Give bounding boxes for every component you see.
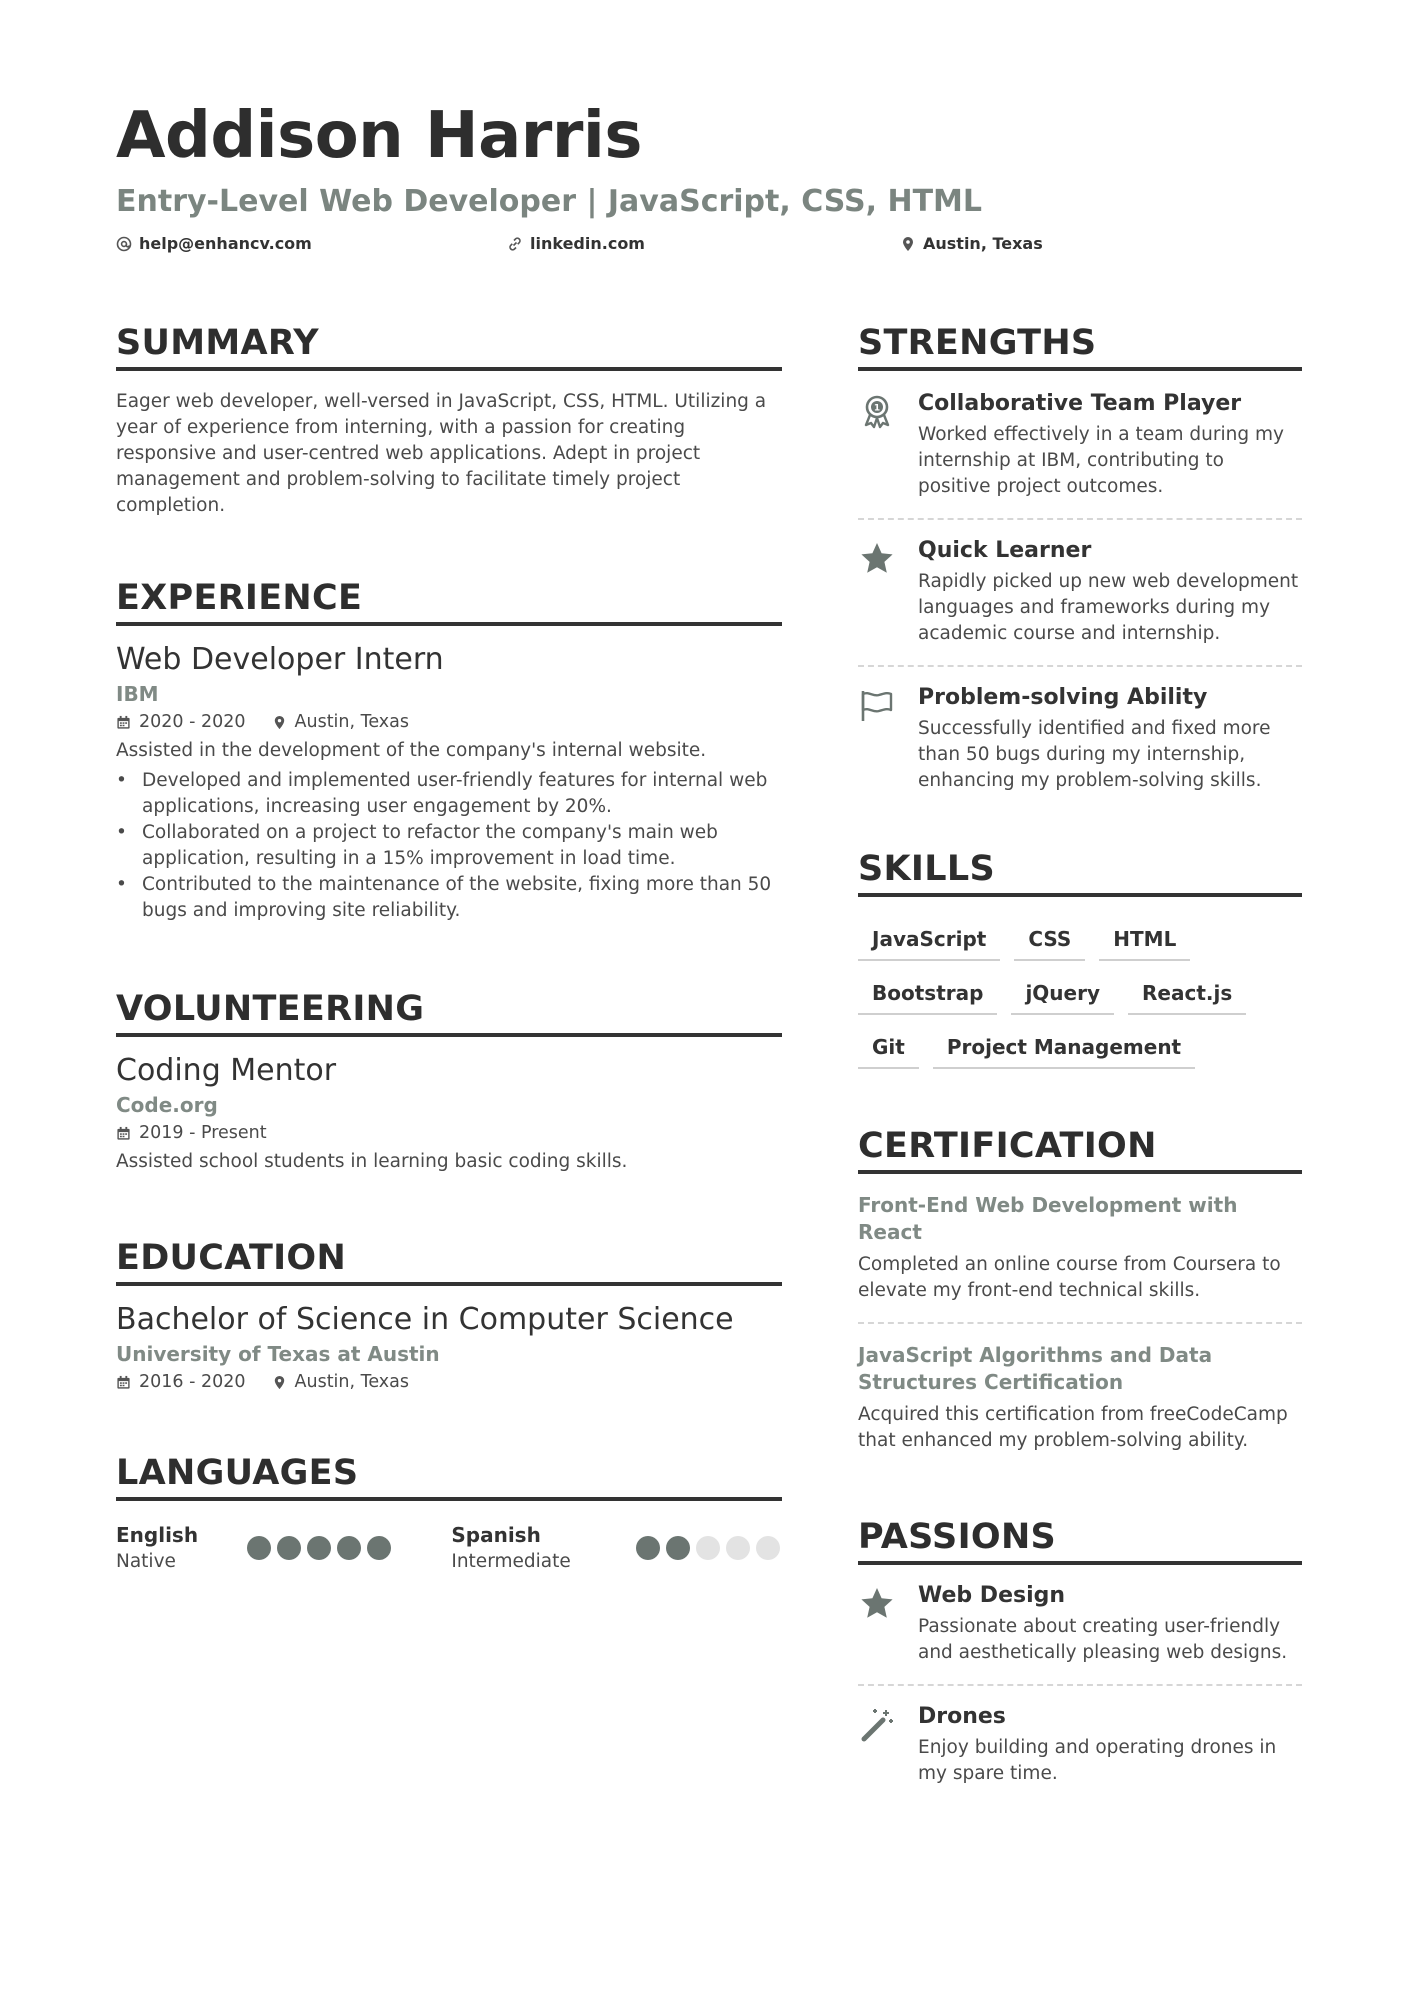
rating-dot-empty [726, 1536, 750, 1560]
skill-tag: CSS [1014, 915, 1085, 961]
at-icon [116, 236, 132, 252]
summary-section [116, 323, 782, 519]
passion-item [858, 1565, 1302, 1686]
languages-list [116, 1523, 782, 1572]
experience-dates [116, 712, 246, 732]
passion-title: Drones [918, 1704, 1006, 1729]
rating-dot-empty [696, 1536, 720, 1560]
education-location [272, 1372, 410, 1392]
volunteering-role: Coding Mentor [116, 1053, 337, 1088]
skill-tag: JavaScript [858, 915, 1000, 961]
certification-section [858, 1126, 1302, 1472]
contact-linkedin[interactable] [507, 234, 645, 253]
volunteering-org: Code.org [116, 1093, 218, 1117]
rating-dot-empty [756, 1536, 780, 1560]
candidate-headline: Entry-Level Web Developer | JavaScript, CSS, HTML [116, 184, 983, 219]
rating-dot-filled [337, 1536, 361, 1560]
flag-icon [858, 687, 896, 725]
certification-desc: Completed an online course from Coursera to elevate my front-end technical skills. [858, 1254, 1281, 1301]
passions-heading: PASSIONS [858, 1520, 1302, 1565]
experience-location-text: Austin, Texas [294, 712, 410, 732]
language-level: Native [116, 1551, 176, 1572]
education-location-text: Austin, Texas [294, 1372, 410, 1392]
volunteering-section [116, 989, 782, 1175]
contact-location-text: Austin, Texas [923, 234, 1043, 253]
strengths-section [858, 323, 1302, 812]
right-column [858, 323, 1302, 1805]
strength-title: Problem-solving Ability [918, 685, 1208, 710]
summary-text: Eager web developer, well-versed in JavaScript, CSS, HTML. Utilizing a year of experience from interning, with a passion for creating responsive and user-centred web applications. Adept in project management and problem-solving to facilitate timely project completion. [116, 391, 767, 516]
list-item: • Contributed to the maintenance of the website, fixing more than 50 bugs and improving site reliability. [116, 872, 782, 924]
rating-dot-filled [307, 1536, 331, 1560]
experience-bullets [116, 768, 782, 924]
language-rating [247, 1536, 391, 1560]
languages-heading: LANGUAGES [116, 1456, 782, 1501]
volunteering-meta [116, 1123, 782, 1143]
map-pin-icon [900, 236, 916, 252]
contact-location [900, 234, 1043, 253]
certification-title: Front-End Web Development with React [858, 1193, 1238, 1244]
rating-dot-filled [666, 1536, 690, 1560]
skills-list [858, 915, 1302, 1077]
education-section [116, 1238, 782, 1392]
rating-dot-filled [277, 1536, 301, 1560]
star-icon [858, 1585, 896, 1623]
experience-company: IBM [116, 682, 159, 706]
skill-tag: Project Management [933, 1023, 1195, 1069]
certification-item [858, 1324, 1302, 1472]
experience-section [116, 578, 782, 924]
map-pin-icon [272, 1375, 287, 1390]
certification-heading: CERTIFICATION [858, 1129, 1302, 1174]
summary-heading: SUMMARY [116, 326, 782, 371]
calendar-icon [116, 715, 131, 730]
skill-tag: jQuery [1011, 969, 1114, 1015]
contact-linkedin-text: linkedin.com [530, 234, 645, 253]
strength-item [858, 520, 1302, 667]
language-name: Spanish [451, 1523, 541, 1547]
strengths-heading: STRENGTHS [858, 326, 1302, 371]
strength-desc: Worked effectively in a team during my internship at IBM, contributing to positive project outcomes. [918, 424, 1284, 497]
volunteering-dates-text: 2019 - Present [139, 1123, 267, 1143]
rating-dot-filled [247, 1536, 271, 1560]
strength-desc: Rapidly picked up new web development languages and frameworks during my academic course and internship. [918, 571, 1299, 644]
passion-item [858, 1686, 1302, 1805]
strength-item [858, 371, 1302, 520]
languages-section [116, 1453, 782, 1572]
star-icon [858, 540, 896, 578]
education-degree: Bachelor of Science in Computer Science [116, 1302, 734, 1337]
magic-wand-icon [858, 1706, 896, 1744]
passion-desc: Enjoy building and operating drones in my spare time. [918, 1737, 1277, 1784]
calendar-icon [116, 1126, 131, 1141]
experience-location [272, 712, 410, 732]
calendar-icon [116, 1375, 131, 1390]
strength-item [858, 667, 1302, 812]
skill-tag: HTML [1099, 915, 1190, 961]
contact-email[interactable] [116, 234, 312, 253]
left-column [116, 323, 782, 1572]
experience-dates-text: 2020 - 2020 [139, 712, 246, 732]
experience-role: Web Developer Intern [116, 642, 444, 677]
education-meta [116, 1372, 782, 1392]
link-icon [507, 236, 523, 252]
education-dates [116, 1372, 246, 1392]
skills-section [858, 849, 1302, 1077]
rating-dot-filled [367, 1536, 391, 1560]
contact-email-text: help@enhancv.com [139, 234, 312, 253]
passions-section [858, 1517, 1302, 1805]
skill-tag: React.js [1128, 969, 1246, 1015]
language-rating [636, 1536, 780, 1560]
skills-heading: SKILLS [858, 852, 1302, 897]
award-icon [858, 393, 896, 431]
certification-desc: Acquired this certification from freeCodeCamp that enhanced my problem-solving ability. [858, 1404, 1288, 1451]
language-item-english [116, 1523, 393, 1572]
passion-title: Web Design [918, 1583, 1066, 1608]
certification-title: JavaScript Algorithms and Data Structures Certification [858, 1343, 1213, 1394]
experience-meta [116, 712, 782, 732]
experience-heading: EXPERIENCE [116, 581, 782, 626]
volunteering-description: Assisted school students in learning basic coding skills. [116, 1151, 628, 1172]
strength-desc: Successfully identified and fixed more than 50 bugs during my internship, enhancing my problem-solving skills. [918, 718, 1271, 791]
volunteering-dates [116, 1123, 267, 1143]
language-name: English [116, 1523, 199, 1547]
svg-text:1: 1 [873, 403, 881, 414]
language-level: Intermediate [451, 1551, 571, 1572]
skill-tag: Bootstrap [858, 969, 997, 1015]
strength-title: Quick Learner [918, 538, 1092, 563]
skill-tag: Git [858, 1023, 919, 1069]
passion-desc: Passionate about creating user-friendly and aesthetically pleasing web designs. [918, 1616, 1288, 1663]
education-heading: EDUCATION [116, 1241, 782, 1286]
experience-description: Assisted in the development of the company's internal website. [116, 740, 707, 761]
education-dates-text: 2016 - 2020 [139, 1372, 246, 1392]
education-school: University of Texas at Austin [116, 1342, 440, 1366]
list-item: • Collaborated on a project to refactor the company's main web application, resulting in a 15% improvement in load time. [116, 820, 782, 872]
volunteering-heading: VOLUNTEERING [116, 992, 782, 1037]
list-item: • Developed and implemented user-friendly features for internal web applications, increasing user engagement by 20%. [116, 768, 782, 820]
certification-item [858, 1174, 1302, 1324]
strength-title: Collaborative Team Player [918, 391, 1242, 416]
rating-dot-filled [636, 1536, 660, 1560]
language-item-spanish [451, 1523, 782, 1572]
map-pin-icon [272, 715, 287, 730]
candidate-name: Addison Harris [116, 99, 642, 173]
